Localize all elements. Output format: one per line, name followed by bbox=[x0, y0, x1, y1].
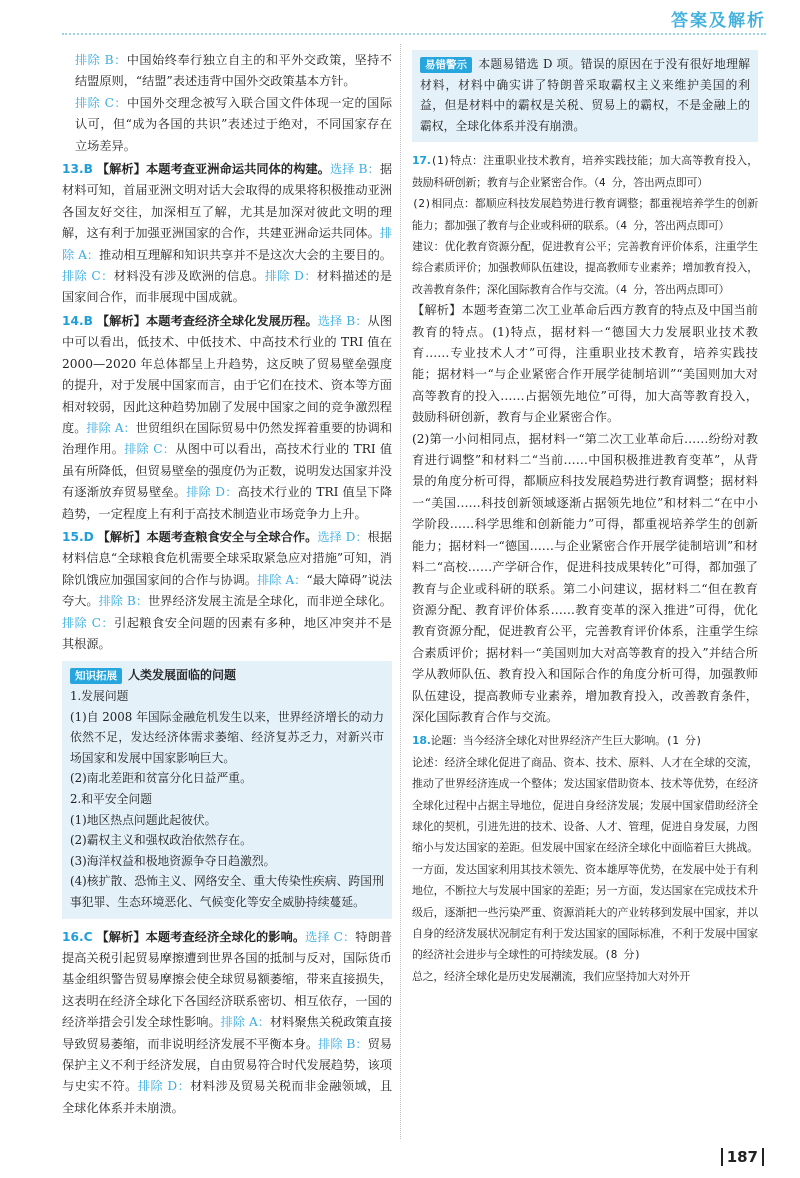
right-column bbox=[412, 50, 758, 987]
box-line: (4)核扩散、恐怖主义、网络安全、重大传染性疾病、跨国刑事犯罪、生态环境恶化、气候变化等安全威胁持续蔓延。 bbox=[70, 874, 384, 909]
box-heading: 知识拓展 人类发展面临的问题 bbox=[70, 665, 384, 686]
knowledge-extension-box bbox=[62, 661, 392, 918]
left-column bbox=[62, 50, 392, 1119]
q17-analysis: (2)第一小问相同点，据材料一“第二次工业革命后……纷纷对教育进行调整”和材料二“当前……中国积极推进教育变革”，从背景的角度分析可得，都顺应科技发展趋势进行教育调整；据材料一“美国……科技创新领域逐渐占据领先地位”和材料二“在中小学阶段……科学思维和创新能力”可得，都重视培养学生的创新能力；据材料一“德国……与企业紧密合作开展学徒制培训”和材料二“高校……产学研合作，促进科技成果转化”可得，都加强了教育与企业或科研的联系。第二小问建议，据材料二“但在教育资源分配、教育评价体系……教育变革的深入推进”可得，优化教育资源分配，促进教育公平，完善教育评价体系，注重学生综合素质评价；据材料一“美国则加大对高等教育的投入”并结合所学从教师队伍、教育投入和国际合作的角度分析可得，加强教师队伍建设，提高教师专业素养，增加教育投入，改善教育条件，深化国际教育合作与交流。 bbox=[412, 431, 758, 724]
column-divider bbox=[400, 44, 401, 1139]
q17-reference-answer: 17.(1)特点：注重职业技术教育，培养实践技能；加大高等教育投入，鼓励科研创新；教育与企业紧密合作。（4 分，答出两点即可） (2)相同点：都顺应科技发展趋势进行教育调整；都重视培养学生的创新能力；都加强了教育与企业或科研的联系。（4 分，答出两点即可） 建议：优化教育资源分配，促进教育公平；完善教育评价体系，注重学生综合素质评价；加强教师队伍建设，提高教师专业素养；增加教育投入，改善教育条件；深化国际教育合作与交流。（4 分，答出两点即可） bbox=[412, 150, 758, 300]
warning-tag: 易错警示 bbox=[420, 57, 472, 73]
q16-answer: 16.C 【解析】本题考查经济全球化的影响。选择 C：特朗普提高关税引起贸易摩擦遭到世界各国的抵制与反对，国际货币基金组织警告贸易摩擦会使全球贸易额萎缩，带来直接损失，这表明在经济全球化下各国经济联系密切、相互依存，一国的经济举措会引发全球性影响。排除 A：材料聚焦关税政策直接导致贸易萎缩，而非说明经济发展不平衡本身。排除 B：贸易保护主义不利于经济发展，自由贸易符合时代发展趋势，该项与史实不符。排除 D：材料涉及贸易关税而非金融领域，且全球化体系并未崩溃。 bbox=[62, 929, 393, 1115]
error-warning-box bbox=[412, 50, 758, 142]
knowledge-tag: 知识拓展 bbox=[70, 668, 122, 684]
header-rule bbox=[62, 33, 766, 35]
q18-line: 总之，经济全球化是历史发展潮流，我们应坚持加大对外开 bbox=[412, 969, 690, 983]
q15-answer: 15.D 【解析】本题考查粮食安全与全球合作。选择 D：根据材料信息“全球粮食危机需要全球采取紧急应对措施”可知，消除饥饿应加强国家间的合作与协调。排除 A：“最大障碍”说法夸大。排除 B：世界经济发展主流是全球化，而非逆全球化。排除 C：引起粮食安全问题的因素有多种，地区冲突并不是其根源。 bbox=[62, 529, 393, 651]
q13-answer: 13.B 【解析】本题考查亚洲命运共同体的构建。选择 B：据材料可知，首届亚洲文明对话大会取得的成果将积极推动亚洲各国友好交往，加深相互了解，尤其是加深对彼此文明的理解，这有利于加强亚洲国家的合作，共建亚洲命运共同体。排除 A：推动相互理解和知识共享并不是这次大会的主要目的。排除 C：材料没有涉及欧洲的信息。排除 D：材料描述的是国家间合作，而非展现中国成就。 bbox=[62, 162, 393, 305]
q17-analysis: 【解析】本题考查第二次工业革命后西方教育的特点及中国当前教育的特点。(1)特点，据材料一“德国大力发展职业技术教育……专业技术人才”可得，注重职业技术教育，培养实践技能；据材料一“与企业紧密合作开展学徒制培训”“美国则加大对高等教育的投入……占据领先地位”可得，加大高等教育投入，鼓励科研创新，教育与企业紧密合作。 bbox=[412, 303, 758, 425]
box-line: 2.和平安全问题 bbox=[70, 791, 153, 806]
box-line: 1.发展问题 bbox=[70, 688, 129, 703]
warning-text: 本题易错选 D 项。错误的原因在于没有很好地理解材料，材料中确实讲了特朗普采取霸权主义来维护美国的利益，但是材料中的霸权是关税、贸易上的霸权，不是金融上的霸权，全球化体系并没有崩溃。 bbox=[420, 57, 750, 133]
box-line: (1)自 2008 年国际金融危机发生以来，世界经济增长的动力依然不足，发达经济体需求萎缩、经济复苏乏力，对新兴市场国家和发展中国家影响巨大。 bbox=[70, 709, 384, 765]
section-header: 答案及解析 bbox=[671, 11, 766, 31]
q18-answer: 18.论题：当今经济全球化对世界经济产生巨大影响。(1 分) 论述：经济全球化促进了商品、资本、技术、原料、人才在全球的交流，推动了世界经济连成一个整体；发达国家借助资本、技术等优势，在经济全球化过程中占据主导地位，促进自身经济发展；发展中国家借助经济全球化的契机，引进先进的技术、设备、人才、管理，促进自身发展，力图缩小与发达国家的差距。但发展中国家在经济全球化中面临着巨大挑战。一方面，发达国家利用其技术领先、资本雄厚等优势，在发展中处于有利地位，不断拉大与发展中国家的差距；另一方面，发达国家在完成技术升级后，逐渐把一些污染严重、资源消耗大的产业转移到发展中国家，并以自身的经济发展状况制定有利于发达国家的国际标准，不利于发展中国家的经济社会进步与全球性的可持续发展。(8 分) 总之，经济全球化是历史发展潮流，我们应坚持加大对外开 bbox=[412, 730, 758, 987]
q17-line: 建议：优化教育资源分配，促进教育公平；完善教育评价体系，注重学生综合素质评价；加强教师队伍建设，提高教师专业素养；增加教育投入，改善教育条件；深化国际教育合作与交流。（4 分，答出两点即可） bbox=[412, 240, 758, 296]
box-line: (2)南北差距和贫富分化日益严重。 bbox=[70, 771, 252, 786]
q17-line: (2)相同点：都顺应科技发展趋势进行教育调整；都重视培养学生的创新能力；都加强了教育与企业或科研的联系。（4 分，答出两点即可） bbox=[412, 197, 758, 232]
q14-answer: 14.B 【解析】本题考查经济全球化发展历程。选择 B：从图中可以看出，低技术、中低技术、中高技术行业的 TRI 值在 2000—2020 年总体都呈上升趋势，这反映了贸易壁垒强度的提升，对于发展中国家而言，由于它们在技术、资本等方面相对较弱，因此这种趋势加剧了发展中国家之间的竞争激烈程度。排除 A：世贸组织在国际贸易中仍然发挥着重要的协调和治理作用。排除 C：从图中可以看出，高技术行业的 TRI 值虽有所降低，但贸易壁垒的强度仍为正数，说明发达国家并没有逐渐放弃贸易壁垒。排除 D：高技术行业的 TRI 值呈下降趋势，一定程度上有利于高技术制造业市场竞争力上升。 bbox=[62, 313, 393, 521]
q12-tail-b: 排除 B：中国始终奉行独立自主的和平外交政策，坚持不结盟原则，“结盟”表述违背中国外交政策基本方针。 bbox=[75, 53, 392, 89]
q18-line: 论述：经济全球化促进了商品、资本、技术、原料、人才在全球的交流，推动了世界经济连成一个整体；发达国家借助资本、技术等优势，在经济全球化过程中占据主导地位，促进自身经济发展；发展中国家借助经济全球化的契机，引进先进的技术、设备、人才、管理，促进自身发展，力图缩小与发达国家的差距。但发展中国家在经济全球化中面临着巨大挑战。一方面，发达国家利用其技术领先、资本雄厚等优势，在发展中处于有利地位，不断拉大与发展中国家的差距；另一方面，发达国家在完成技术升级后，逐渐把一些污染严重、资源消耗大的产业转移到发展中国家，并以自身的经济发展状况制定有利于发达国家的国际标准，不利于发展中国家的经济社会进步与全球性的可持续发展。(8 分) bbox=[412, 755, 758, 962]
q12-tail-c: 排除 C：中国外交理念被写入联合国文件体现一定的国际认可，但“成为各国的共识”表述过于绝对，不同国家存在立场差异。 bbox=[75, 95, 393, 153]
q17-answer bbox=[412, 150, 758, 728]
page-number: 187 bbox=[721, 1148, 764, 1166]
box-line: (2)霸权主义和强权政治依然存在。 bbox=[70, 833, 252, 848]
box-line: (1)地区热点问题此起彼伏。 bbox=[70, 812, 217, 827]
box-line: (3)海洋权益和极地资源争夺日趋激烈。 bbox=[70, 853, 276, 868]
